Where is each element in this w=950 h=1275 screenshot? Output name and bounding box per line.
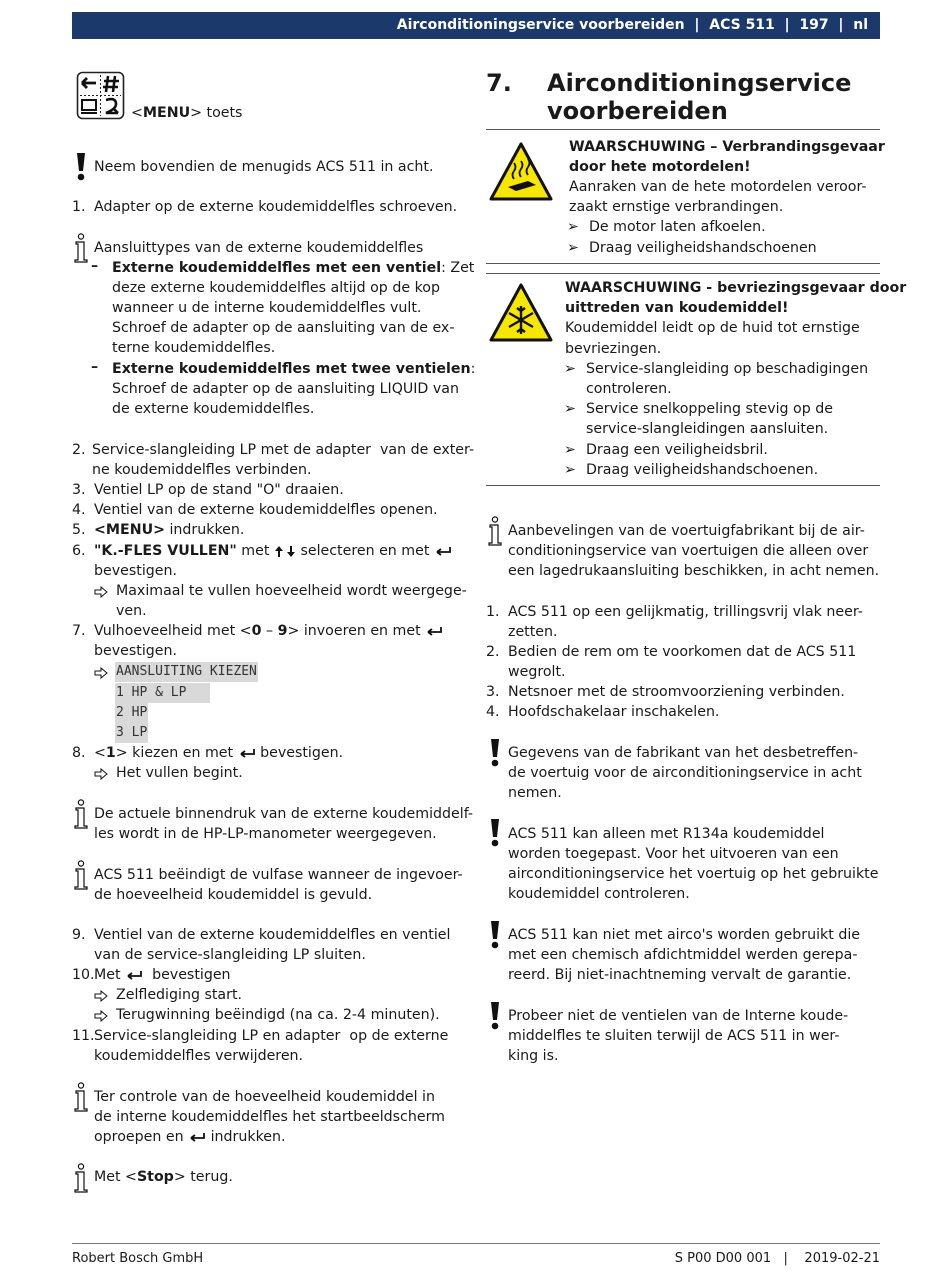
info-icon xyxy=(72,233,90,263)
step-10-result1: Zelflediging start. xyxy=(116,987,243,1003)
display-line-1: AANSLUITING KIEZEN xyxy=(115,662,258,682)
step-number: 5. xyxy=(72,522,86,538)
dash-bullet: – xyxy=(91,258,99,274)
note4-line1: Probeer niet de ventielen van de Interne koude- xyxy=(508,1008,849,1024)
step-9-line2: van de service-slangleiding LP sluiten. xyxy=(94,947,366,963)
exclamation-icon xyxy=(486,920,504,950)
action-arrow-icon: ➢ xyxy=(564,361,576,377)
step-6-result-line2: ven. xyxy=(116,603,147,619)
step-10-line1: Met bevestigen xyxy=(94,967,231,983)
note2-line3: airconditioningservice het voertuig op het gebruikte xyxy=(508,866,879,882)
step-7-line1: Vulhoeveelheid met <0 – 9> invoeren en met xyxy=(94,621,443,641)
type1-line3: wanneer u de interne koudemiddelfles vult. xyxy=(112,300,422,316)
step-1-text: Adapter op de externe koudemiddelfles schroeven. xyxy=(94,199,458,215)
dash-bullet: – xyxy=(91,359,99,375)
info-icon xyxy=(72,799,90,829)
type2-line3: de externe koudemiddelfles. xyxy=(112,401,315,417)
warning2-text1: Koudemiddel leidt op de huid tot ernstige xyxy=(565,320,860,336)
exclamation-icon xyxy=(72,152,90,182)
type2-line1: Externe koudemiddelfles met twee ventielen: xyxy=(112,361,476,377)
type2-line2: Schroef de adapter op de aansluiting LIQUID van xyxy=(112,381,459,397)
footer-docinfo: S P00 D00 001 | 2019-02-21 xyxy=(674,1251,880,1266)
info-icon xyxy=(72,860,90,890)
step-number: 1. xyxy=(486,604,500,620)
display-line-4: 3 LP xyxy=(115,723,148,743)
step-number: 3. xyxy=(486,684,500,700)
step-11-line2: koudemiddelfles verwijderen. xyxy=(94,1048,304,1064)
right-step-1-line1: ACS 511 op een gelijkmatig, trillingsvrij vlak neer- xyxy=(508,604,863,620)
warning1-title2: door hete motordelen! xyxy=(569,159,751,175)
right-step-2-line2: wegrolt. xyxy=(508,664,566,680)
warning2-title1: WAARSCHUWING - bevriezingsgevaar door xyxy=(565,280,907,296)
action-arrow-icon: ➢ xyxy=(567,219,579,235)
arrow-down-icon xyxy=(286,545,296,558)
step-7-line2: bevestigen. xyxy=(94,643,177,659)
step-number: 1. xyxy=(72,199,86,215)
info-recommend-line3: een lagedrukaansluiting beschikken, in acht nemen. xyxy=(508,563,880,579)
note1-line2: de voertuig voor de airconditioningservice in acht xyxy=(508,765,862,781)
exclamation-icon xyxy=(486,738,504,768)
warning1-action2: Draag veiligheidshandschoenen xyxy=(589,240,817,256)
page-header xyxy=(72,12,880,39)
step-number: 6. xyxy=(72,543,86,559)
step-3-text: Ventiel LP op de stand "O" draaien. xyxy=(94,482,344,498)
chapter-title-line2: voorbereiden xyxy=(547,97,728,125)
footer-company: Robert Bosch GmbH xyxy=(72,1251,204,1266)
step-number: 2. xyxy=(486,644,500,660)
warning1-title1: WAARSCHUWING – Verbrandingsgevaar xyxy=(569,139,885,155)
step-10-result2: Terugwinning beëindigd (na ca. 2-4 minuten). xyxy=(116,1007,440,1023)
action-arrow-icon: ➢ xyxy=(564,401,576,417)
chapter-title-line1: Airconditioningservice xyxy=(547,69,852,97)
arrow-up-icon xyxy=(274,545,284,558)
result-arrow-icon xyxy=(94,768,108,780)
step-number: 11. xyxy=(72,1028,95,1044)
warning2-action1a: Service-slangleiding op beschadigingen xyxy=(586,361,869,377)
warning2-action3: Draag een veiligheidsbril. xyxy=(586,442,768,458)
note1-line3: nemen. xyxy=(508,785,562,801)
header-text: Airconditioningservice voorbereiden | ACS 511 | 197 | nl xyxy=(396,17,868,33)
step-11-line1: Service-slangleiding LP en adapter op de externe xyxy=(94,1028,449,1044)
info-pressure-line2: les wordt in de HP-LP-manometer weergegeven. xyxy=(94,826,437,842)
note3-line3: reerd. Bij niet-inachtneming vervalt de garantie. xyxy=(508,967,852,983)
warning2-action2a: Service snelkoppeling stevig op de xyxy=(586,401,833,417)
divider xyxy=(486,485,880,486)
footer-divider xyxy=(72,1243,880,1244)
step-2-line2: ne koudemiddelfles verbinden. xyxy=(92,462,312,478)
divider xyxy=(486,129,880,130)
display-line-2: 1 HP & LP xyxy=(115,683,210,703)
action-arrow-icon: ➢ xyxy=(564,442,576,458)
type1-line4: Schroef de adapter op de aansluiting van de ex- xyxy=(112,320,455,336)
warning2-text2: bevriezingen. xyxy=(565,341,662,357)
display-line-3: 2 HP xyxy=(115,703,148,723)
step-number: 3. xyxy=(72,482,86,498)
type1-line1: Externe koudemiddelfles met een ventiel: Zet xyxy=(112,260,475,276)
enter-key-icon xyxy=(125,970,143,980)
action-arrow-icon: ➢ xyxy=(567,240,579,256)
note-menu-guide: Neem bovendien de menugids ACS 511 in acht. xyxy=(94,159,434,175)
enter-key-icon xyxy=(238,748,256,758)
note2-line4: koudemiddel controleren. xyxy=(508,886,690,902)
right-step-1-line2: zetten. xyxy=(508,624,558,640)
enter-key-icon xyxy=(425,626,443,636)
step-number: 10. xyxy=(72,967,95,983)
info-recommend-line1: Aanbevelingen van de voertuigfabrikant bij de air- xyxy=(508,523,865,539)
chapter-number: 7. xyxy=(486,69,512,97)
info-icon xyxy=(72,1082,90,1112)
step-number: 7. xyxy=(72,623,86,639)
result-arrow-icon xyxy=(94,667,108,679)
step-6-line1: "K.-FLES VULLEN" met selecteren en met xyxy=(94,541,452,561)
note4-line2: middelfles te sluiten terwijl de ACS 511 in wer- xyxy=(508,1028,840,1044)
step-5-text: <MENU> indrukken. xyxy=(94,522,245,538)
right-step-2-line1: Bedien de rem om te voorkomen dat de ACS 511 xyxy=(508,644,857,660)
note2-line2: worden toegepast. Voor het uitvoeren van een xyxy=(508,846,839,862)
step-number: 4. xyxy=(486,704,500,720)
menu-key-icon xyxy=(76,71,125,120)
enter-key-icon xyxy=(188,1132,206,1142)
note4-line3: king is. xyxy=(508,1048,559,1064)
info-check-line1: Ter controle van de hoeveelheid koudemiddel in xyxy=(94,1089,435,1105)
type1-line5: terne koudemiddelfles. xyxy=(112,340,276,356)
note3-line2: met een chemisch afdichtmiddel werden gerepa- xyxy=(508,947,858,963)
freezing-warning-icon xyxy=(488,282,554,344)
step-6-result-line1: Maximaal te vullen hoeveelheid wordt weergege- xyxy=(116,583,467,599)
step-number: 9. xyxy=(72,927,86,943)
info-stop: Met <Stop> terug. xyxy=(94,1169,233,1185)
note2-line1: ACS 511 kan alleen met R134a koudemiddel xyxy=(508,826,825,842)
type1-line2: deze externe koudemiddelfles altijd op de kop xyxy=(112,280,440,296)
exclamation-icon xyxy=(486,818,504,848)
warning1-action1: De motor laten afkoelen. xyxy=(589,219,766,235)
step-8-result: Het vullen begint. xyxy=(116,765,243,781)
info-pressure-line1: De actuele binnendruk van de externe koudemiddelf- xyxy=(94,806,474,822)
right-step-4: Hoofdschakelaar inschakelen. xyxy=(508,704,720,720)
exclamation-icon xyxy=(486,1001,504,1031)
note1-line1: Gegevens van de fabrikant van het desbetreffen- xyxy=(508,745,859,761)
result-arrow-icon xyxy=(94,990,108,1002)
warning2-action4: Draag veiligheidshandschoenen. xyxy=(586,462,819,478)
warning2-action1b: controleren. xyxy=(586,381,672,397)
info-icon xyxy=(72,1163,90,1193)
info-end-line1: ACS 511 beëindigt de vulfase wanneer de ingevoer- xyxy=(94,867,463,883)
action-arrow-icon: ➢ xyxy=(564,462,576,478)
enter-key-icon xyxy=(434,546,452,556)
warning2-title2: uittreden van koudemiddel! xyxy=(565,300,789,316)
step-4-text: Ventiel van de externe koudemiddelfles openen. xyxy=(94,502,438,518)
note3-line1: ACS 511 kan niet met airco's worden gebruikt die xyxy=(508,927,860,943)
step-number: 8. xyxy=(72,745,86,761)
divider xyxy=(486,263,880,264)
step-6-line2: bevestigen. xyxy=(94,563,177,579)
step-2-line1: Service-slangleiding LP met de adapter van de exter- xyxy=(92,442,475,458)
step-9-line1: Ventiel van de externe koudemiddelfles en ventiel xyxy=(94,927,451,943)
info-end-line2: de hoeveelheid koudemiddel is gevuld. xyxy=(94,887,373,903)
info-recommend-line2: conditioningservice van voertuigen die alleen over xyxy=(508,543,869,559)
info-check-line2: de interne koudemiddelfles het startbeeldscherm xyxy=(94,1109,445,1125)
menu-key-label: <MENU> toets xyxy=(131,105,243,121)
warning1-text1: Aanraken van de hete motordelen veroor- xyxy=(569,179,867,195)
step-8-line1: <1> kiezen en met bevestigen. xyxy=(94,745,344,761)
step-number: 2. xyxy=(72,442,86,458)
result-arrow-icon xyxy=(94,586,108,598)
hot-surface-warning-icon xyxy=(488,141,554,203)
warning1-text2: zaakt ernstige verbrandingen. xyxy=(569,199,784,215)
divider xyxy=(486,273,880,274)
step-number: 4. xyxy=(72,502,86,518)
info-check-line3: oproepen en indrukken. xyxy=(94,1129,286,1145)
warning2-action2b: service-slangleidingen aansluiten. xyxy=(586,421,829,437)
info-connection-types: Aansluittypes van de externe koudemiddelfles xyxy=(94,240,424,256)
right-step-3: Netsnoer met de stroomvoorziening verbinden. xyxy=(508,684,845,700)
info-icon xyxy=(486,516,504,546)
result-arrow-icon xyxy=(94,1010,108,1022)
